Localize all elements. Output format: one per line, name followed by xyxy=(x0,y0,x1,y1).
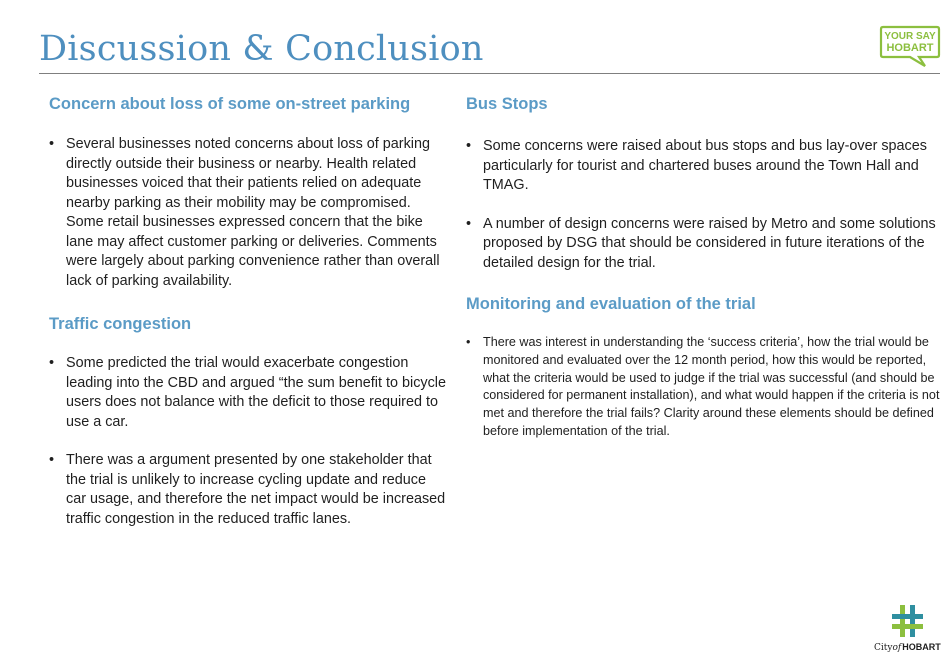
list-item: • Some concerns were raised about bus stops and bus lay-over spaces particularly for tourist and chartered buses around the Town Hall and TMAG. xyxy=(466,138,927,193)
list-item: • A number of design concerns were raised by Metro and some solutions proposed by DSG that should be considered in future iterations of the detailed design for the trial. xyxy=(466,215,936,271)
logo-text-line-1: YOUR SAY xyxy=(884,31,936,42)
list-item: • There was a argument presented by one stakeholder that the trial is unlikely to increase cycling update and reduce car usage, and therefore the net impact would be increased traffic congestion in the reduced traffic lanes. xyxy=(49,452,446,527)
page-title: Discussion & Conclusion xyxy=(39,29,484,69)
section-heading-parking: Concern about loss of some on-street parking xyxy=(49,95,411,113)
bullet-icon: • xyxy=(49,355,55,371)
traffic-bullet-list xyxy=(49,354,449,529)
section-heading-monitoring: Monitoring and evaluation of the trial xyxy=(466,295,756,313)
list-item: • Some predicted the trial would exacerbate congestion leading into the CBD and argued “the sum benefit to bicycle users does not balance with the deficit to those required to use a car. xyxy=(49,355,446,430)
city-of-hobart-logo xyxy=(870,603,945,655)
bullet-icon: • xyxy=(466,335,471,349)
left-column xyxy=(49,94,449,529)
city-of-hobart-wordmark: CityofHOBART xyxy=(874,642,941,653)
parking-bullet-list xyxy=(49,135,449,291)
title-divider xyxy=(39,73,940,74)
bus-stops-bullet-list xyxy=(466,137,941,273)
section-heading-bus-stops: Bus Stops xyxy=(466,95,548,113)
monitoring-bullet-list xyxy=(466,334,941,441)
bullet-icon: • xyxy=(466,215,472,232)
bullet-icon: • xyxy=(49,452,55,468)
logo-text-line-2: HOBART xyxy=(886,42,934,54)
right-column xyxy=(466,94,941,441)
your-say-hobart-logo xyxy=(879,25,941,67)
bullet-icon: • xyxy=(466,138,472,154)
list-item: • There was interest in understanding the ‘success criteria’, how the trial would be monitored and evaluated over the 12 month period, how this would be reported, what the criteria would be used to judge if the trial was successful (and should be considered for permanent installation), and what would happen if the criteria is not met and therefore the trial fails? Clarity around these elements should be defined before implementation of the trial. xyxy=(466,335,940,438)
list-item: • Several businesses noted concerns about loss of parking directly outside their business or nearby. Health related businesses voiced that their patients relied on adequate nearby parking as their mobility may be compromised. Some retail businesses expressed concern that the bike lane may affect customer parking or deliveries. Comments were largely about parking convenience rather than overall lack of parking availability. xyxy=(49,136,440,289)
bullet-icon: • xyxy=(49,136,55,152)
section-heading-traffic: Traffic congestion xyxy=(49,315,192,333)
hobart-cross-icon xyxy=(892,605,923,637)
